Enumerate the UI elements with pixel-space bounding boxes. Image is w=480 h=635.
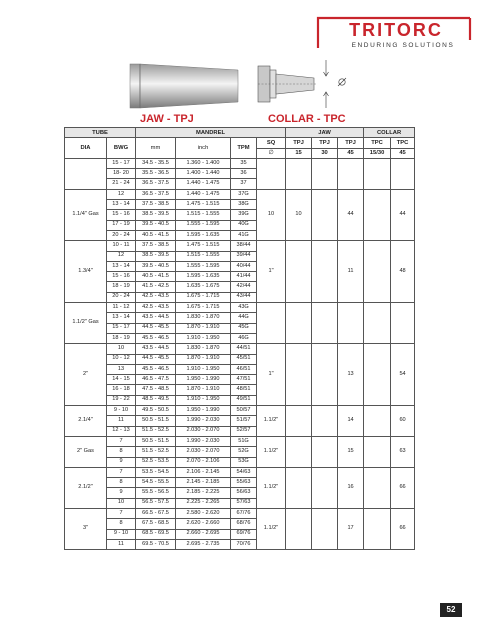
cell-tpm: 38G [231,200,257,210]
cell-mm: 48.5 - 49.5 [136,395,176,405]
cell-bwg: 10 [107,344,136,354]
cell-tpc45: 66 [391,467,415,508]
cell-tpm: 57/63 [231,498,257,508]
cell-inch: 1.555 - 1.595 [176,261,231,271]
jaw-label: JAW - TPJ [140,113,194,125]
cell-tpc45 [391,303,415,344]
cell-tpm: 45G [231,323,257,333]
cell-tpm: 67/76 [231,508,257,518]
cell-tpc45: 54 [391,344,415,406]
cell-tpj15 [286,508,312,549]
cell-tpm: 38/44 [231,241,257,251]
cell-tpj45: 17 [338,508,364,549]
cell-tpm: 68/76 [231,519,257,529]
header-tpc-b: TPC [391,138,415,148]
cell-mm: 36.5 - 37.5 [136,189,176,199]
cell-inch: 1.440 - 1.475 [176,179,231,189]
header-sq-diameter-icon: ∅ [257,148,286,158]
cell-bwg: 18 - 19 [107,333,136,343]
cell-inch: 1.870 - 1.910 [176,385,231,395]
cell-mm: 49.5 - 50.5 [136,406,176,416]
cell-tpm: 56/63 [231,488,257,498]
cell-bwg: 7 [107,436,136,446]
cell-tpj45: 11 [338,241,364,303]
cell-inch: 2.660 - 2.695 [176,529,231,539]
cell-tpm: 46G [231,333,257,343]
cell-tpm: 44/51 [231,344,257,354]
cell-mm: 37.5 - 38.5 [136,200,176,210]
table-row [65,436,415,446]
cell-tpm: 54/63 [231,467,257,477]
cell-mm: 44.5 - 45.5 [136,323,176,333]
cell-mm: 50.5 - 51.5 [136,436,176,446]
cell-dia: 2.1/2" [65,467,107,508]
cell-tpc45: 63 [391,436,415,467]
cell-bwg: 15 - 16 [107,272,136,282]
cell-inch: 1.475 - 1.515 [176,200,231,210]
cell-mm: 66.5 - 67.5 [136,508,176,518]
cell-tpj45: 13 [338,344,364,406]
cell-tpc1530 [364,241,391,303]
cell-bwg: 21 - 24 [107,179,136,189]
header-angle-45b: 45 [391,148,415,158]
cell-tpm: 49/51 [231,395,257,405]
cell-inch: 1.910 - 1.950 [176,364,231,374]
cell-tpj15 [286,467,312,508]
cell-mm: 39.5 - 40.5 [136,261,176,271]
mandrel-spec-table [64,127,414,550]
jaw-drawing-icon [128,58,240,114]
cell-inch: 2.695 - 2.735 [176,539,231,549]
cell-mm: 52.5 - 53.5 [136,457,176,467]
cell-tpj30 [312,406,338,437]
table-row [65,303,415,313]
cell-inch: 1.950 - 1.990 [176,406,231,416]
cell-tpj15 [286,241,312,303]
cell-mm: 37.5 - 38.5 [136,241,176,251]
cell-dia: 3" [65,508,107,549]
header-angle-45: 45 [338,148,364,158]
header-angle-30: 30 [312,148,338,158]
cell-inch: 2.620 - 2.660 [176,519,231,529]
cell-tpm: 37 [231,179,257,189]
cell-dia: 1.1/2" Gas [65,303,107,344]
cell-inch: 2.030 - 2.070 [176,447,231,457]
cell-mm: 43.5 - 44.5 [136,344,176,354]
sub-header-row [65,138,415,148]
cell-sq: 1.1/2" [257,467,286,508]
cell-mm: 69.5 - 70.5 [136,539,176,549]
cell-tpj30 [312,467,338,508]
cell-tpm: 37G [231,189,257,199]
cell-tpj30 [312,303,338,344]
header-mandrel: MANDREL [136,128,286,138]
cell-tpc1530 [364,189,391,240]
cell-tpm: 70/76 [231,539,257,549]
cell-tpm: 40G [231,220,257,230]
cell-bwg: 20 - 24 [107,292,136,302]
cell-bwg: 8 [107,447,136,457]
header-inch: inch [176,138,231,159]
cell-tpj45: 15 [338,436,364,467]
cell-inch: 1.950 - 1.990 [176,375,231,385]
cell-mm: 55.5 - 56.5 [136,488,176,498]
cell-bwg: 9 [107,488,136,498]
cell-bwg: 16 - 18 [107,385,136,395]
cell-mm: 45.5 - 46.5 [136,333,176,343]
cell-dia: 1.1/4" Gas [65,189,107,240]
cell-tpj15 [286,303,312,344]
cell-inch: 1.400 - 1.440 [176,169,231,179]
cell-bwg: 12 - 13 [107,426,136,436]
cell-inch: 1.475 - 1.515 [176,241,231,251]
table-row [65,344,415,354]
cell-tpm: 51G [231,436,257,446]
cell-mm: 50.5 - 51.5 [136,416,176,426]
cell-mm: 38.5 - 39.5 [136,251,176,261]
header-angle-15: 15 [286,148,312,158]
cell-mm: 45.5 - 46.5 [136,364,176,374]
cell-bwg: 10 - 12 [107,354,136,364]
header-jaw: JAW [286,128,364,138]
cell-bwg: 12 [107,251,136,261]
cell-mm: 42.5 - 43.5 [136,292,176,302]
cell-bwg: 7 [107,508,136,518]
cell-sq: 1" [257,344,286,406]
cell-bwg: 8 [107,519,136,529]
cell-tpj30 [312,158,338,189]
cell-bwg: 15 - 17 [107,323,136,333]
cell-bwg: 13 [107,364,136,374]
cell-mm: 56.5 - 57.5 [136,498,176,508]
jaw-illustration [128,58,240,114]
cell-inch: 1.635 - 1.675 [176,282,231,292]
cell-tpm: 42/44 [231,282,257,292]
cell-inch: 1.830 - 1.870 [176,313,231,323]
header-collar: COLLAR [364,128,415,138]
table-row [65,508,415,518]
cell-bwg: 9 - 10 [107,529,136,539]
cell-mm: 34.5 - 35.5 [136,158,176,168]
cell-tpm: 53G [231,457,257,467]
cell-mm: 68.5 - 69.5 [136,529,176,539]
cell-inch: 2.030 - 2.070 [176,426,231,436]
cell-tpc45: 48 [391,241,415,303]
cell-bwg: 15 - 16 [107,210,136,220]
cell-tpc1530 [364,467,391,508]
header-bwg: BWG [107,138,136,159]
cell-tpm: 41G [231,230,257,240]
cell-inch: 1.595 - 1.635 [176,230,231,240]
cell-bwg: 8 [107,478,136,488]
cell-inch: 1.870 - 1.910 [176,354,231,364]
cell-tpm: 43G [231,303,257,313]
cell-tpm: 41/44 [231,272,257,282]
cell-sq: 1.1/2" [257,436,286,467]
cell-tpc1530 [364,508,391,549]
cell-inch: 1.440 - 1.475 [176,189,231,199]
cell-inch: 1.990 - 2.030 [176,416,231,426]
cell-inch: 1.360 - 1.400 [176,158,231,168]
cell-tpj15 [286,344,312,406]
cell-tpm: 45/51 [231,354,257,364]
cell-tpj45: 14 [338,406,364,437]
cell-tpm: 48/51 [231,385,257,395]
cell-tpm: 50/57 [231,406,257,416]
cell-tpj15: 10 [286,189,312,240]
cell-mm: 54.5 - 55.5 [136,478,176,488]
cell-tpj45 [338,158,364,189]
cell-inch: 1.830 - 1.870 [176,344,231,354]
cell-tpc45: 66 [391,508,415,549]
collar-label: COLLAR - TPC [268,113,346,125]
header-dia: DIA [65,138,107,159]
cell-mm: 42.5 - 43.5 [136,303,176,313]
cell-dia: 2" [65,344,107,406]
cell-inch: 1.675 - 1.715 [176,292,231,302]
cell-tpm: 35 [231,158,257,168]
cell-mm: 40.5 - 41.5 [136,230,176,240]
collar-drawing-icon [254,56,358,114]
cell-bwg: 17 - 19 [107,220,136,230]
cell-bwg: 18 - 19 [107,282,136,292]
cell-bwg: 19 - 22 [107,395,136,405]
cell-inch: 1.595 - 1.635 [176,272,231,282]
header-angle-15-30: 15/30 [364,148,391,158]
header-tpj-a: TPJ [286,138,312,148]
cell-sq [257,158,286,189]
cell-tpm: 52/57 [231,426,257,436]
cell-tpm: 43/44 [231,292,257,302]
cell-mm: 40.5 - 41.5 [136,272,176,282]
cell-tpc45 [391,158,415,189]
cell-bwg: 15 - 17 [107,158,136,168]
cell-inch: 2.106 - 2.145 [176,467,231,477]
cell-inch: 2.070 - 2.106 [176,457,231,467]
cell-mm: 43.5 - 44.5 [136,313,176,323]
header-tpj-c: TPJ [338,138,364,148]
cell-mm: 35.5 - 36.5 [136,169,176,179]
cell-inch: 1.910 - 1.950 [176,395,231,405]
cell-inch: 2.185 - 2.225 [176,488,231,498]
cell-inch: 2.580 - 2.620 [176,508,231,518]
brand-logo [314,14,474,54]
cell-tpj45 [338,303,364,344]
brand-tagline: ENDURING SOLUTIONS [351,42,455,49]
cell-tpm: 55/63 [231,478,257,488]
cell-dia: 1.3/4" [65,241,107,303]
collar-illustration [254,56,358,114]
cell-tpc45: 44 [391,189,415,240]
cell-tpj30 [312,508,338,549]
cell-bwg: 11 [107,416,136,426]
cell-sq: 10 [257,189,286,240]
cell-tpm: 52G [231,447,257,457]
cell-inch: 1.555 - 1.595 [176,220,231,230]
spec-table-body [65,158,415,549]
header-tpj-b: TPJ [312,138,338,148]
cell-dia: 2" Gas [65,436,107,467]
cell-inch: 1.515 - 1.555 [176,210,231,220]
cell-tpm: 39G [231,210,257,220]
cell-bwg: 20 - 24 [107,230,136,240]
cell-tpm: 51/57 [231,416,257,426]
cell-tpj30 [312,344,338,406]
header-sq: SQ [257,138,286,148]
cell-sq: 1.1/2" [257,508,286,549]
cell-inch: 2.225 - 2.265 [176,498,231,508]
cell-mm: 51.5 - 52.5 [136,426,176,436]
cell-bwg: 14 - 15 [107,375,136,385]
cell-tpm: 44G [231,313,257,323]
cell-tpj30 [312,189,338,240]
cell-tpc1530 [364,303,391,344]
cell-mm: 51.5 - 52.5 [136,447,176,457]
cell-tpm: 47/51 [231,375,257,385]
cell-tpj45: 44 [338,189,364,240]
cell-tpc1530 [364,436,391,467]
cell-mm: 39.5 - 40.5 [136,220,176,230]
cell-sq: 1.1/2" [257,406,286,437]
cell-tpc45: 60 [391,406,415,437]
cell-sq [257,303,286,344]
cell-mm: 44.5 - 45.5 [136,354,176,364]
header-tube: TUBE [65,128,136,138]
cell-inch: 1.910 - 1.950 [176,333,231,343]
header-tpm: TPM [231,138,257,159]
cell-dia: 2.1/4" [65,406,107,437]
cell-tpm: 36 [231,169,257,179]
cell-tpj30 [312,241,338,303]
cell-tpm: 39/44 [231,251,257,261]
cell-mm: 53.5 - 54.5 [136,467,176,477]
cell-sq: 1" [257,241,286,303]
cell-inch: 2.145 - 2.185 [176,478,231,488]
cell-bwg: 13 - 14 [107,261,136,271]
cell-bwg: 9 - 10 [107,406,136,416]
cell-tpj30 [312,436,338,467]
cell-inch: 1.515 - 1.555 [176,251,231,261]
cell-bwg: 18- 20 [107,169,136,179]
table-row [65,241,415,251]
cell-tpj45: 16 [338,467,364,508]
cell-bwg: 11 - 12 [107,303,136,313]
cell-bwg: 13 - 14 [107,200,136,210]
cell-bwg: 11 [107,539,136,549]
cell-mm: 36.5 - 37.5 [136,179,176,189]
cell-mm: 67.5 - 68.5 [136,519,176,529]
cell-tpc1530 [364,158,391,189]
cell-tpm: 69/76 [231,529,257,539]
brand-name: TRITORC [349,20,443,40]
table-row [65,406,415,416]
table-row [65,467,415,477]
cell-tpm: 40/44 [231,261,257,271]
cell-tpj15 [286,406,312,437]
cell-dia [65,158,107,189]
table-row [65,189,415,199]
cell-bwg: 7 [107,467,136,477]
cell-tpj15 [286,158,312,189]
cell-tpm: 46/51 [231,364,257,374]
cell-mm: 38.5 - 39.5 [136,210,176,220]
header-tpc-a: TPC [364,138,391,148]
cell-inch: 1.990 - 2.030 [176,436,231,446]
cell-bwg: 9 [107,457,136,467]
cell-mm: 41.5 - 42.5 [136,282,176,292]
cell-inch: 1.870 - 1.910 [176,323,231,333]
table-row [65,158,415,168]
group-header-row [65,128,415,138]
cell-tpc1530 [364,344,391,406]
cell-tpj15 [286,436,312,467]
spec-table [64,127,415,550]
cell-bwg: 10 - 11 [107,241,136,251]
cell-mm: 47.5 - 48.5 [136,385,176,395]
cell-mm: 46.5 - 47.5 [136,375,176,385]
cell-bwg: 10 [107,498,136,508]
header-mm: mm [136,138,176,159]
cell-bwg: 12 [107,189,136,199]
cell-bwg: 13 - 14 [107,313,136,323]
page-number: 52 [440,603,462,617]
cell-tpc1530 [364,406,391,437]
cell-inch: 1.675 - 1.715 [176,303,231,313]
